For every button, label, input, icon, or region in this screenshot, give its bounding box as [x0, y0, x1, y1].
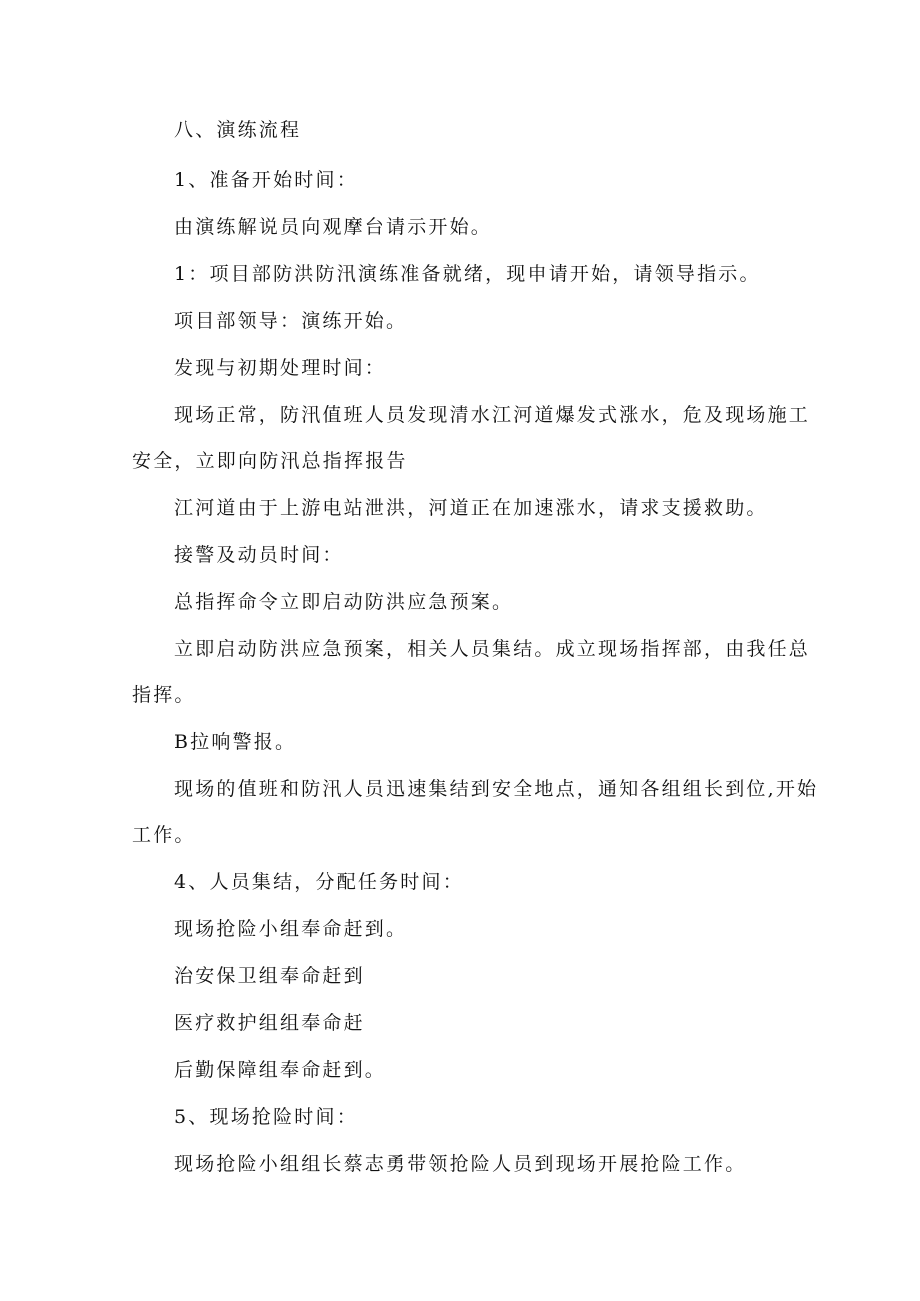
paragraph-narrator-request: 由演练解说员向观摩台请示开始。	[174, 216, 493, 238]
paragraph-upstream-release: 江河道由于上游电站泄洪，河道正在加速涨水，请求支援救助。	[174, 497, 768, 519]
paragraph-gather-safe-line1: 现场的值班和防汛人员迅速集结到安全地点，通知各组组长到位,开始	[174, 778, 819, 800]
paragraph-commander-order: 总指挥命令立即启动防洪应急预案。	[174, 591, 514, 613]
paragraph-flood-discovered-line2: 安全，立即向防汛总指挥报告	[132, 450, 408, 472]
paragraph-security-team: 治安保卫组奉命赶到	[174, 965, 365, 987]
paragraph-rescue-team: 现场抢险小组奉命赶到。	[174, 918, 408, 940]
paragraph-sound-alarm: B拉响警报。	[174, 731, 297, 753]
paragraph-rescue-time: 5、现场抢险时间：	[174, 1106, 358, 1128]
paragraph-discovery-time: 发现与初期处理时间：	[174, 357, 387, 379]
paragraph-alarm-mobilize: 接警及动员时间：	[174, 544, 344, 566]
paragraph-rescue-work: 现场抢险小组组长蔡志勇带领抢险人员到现场开展抢险工作。	[174, 1153, 747, 1175]
paragraph-leader-start: 项目部领导：演练开始。	[174, 310, 408, 332]
paragraph-plan-activated-line2: 指挥。	[132, 684, 196, 706]
paragraph-flood-discovered-line1: 现场正常，防汛值班人员发现清水江河道爆发式涨水，危及现场施工	[174, 404, 811, 426]
paragraph-medical-team: 医疗救护组组奉命赶	[174, 1012, 365, 1034]
paragraph-plan-activated-line1: 立即启动防洪应急预案，相关人员集结。成立现场指挥部，由我任总	[174, 638, 811, 660]
section-title: 八、演练流程	[174, 119, 302, 141]
document-body	[132, 118, 819, 1177]
paragraph-prep-start: 1、准备开始时间：	[174, 169, 358, 191]
paragraph-logistics-team: 后勤保障组奉命赶到。	[174, 1059, 387, 1081]
paragraph-gather-safe-line2: 工作。	[132, 824, 196, 846]
paragraph-ready-report: 1：项目部防洪防汛演练准备就绪，现申请开始，请领导指示。	[174, 263, 761, 285]
paragraph-assign-tasks: 4、人员集结，分配任务时间：	[174, 871, 464, 893]
